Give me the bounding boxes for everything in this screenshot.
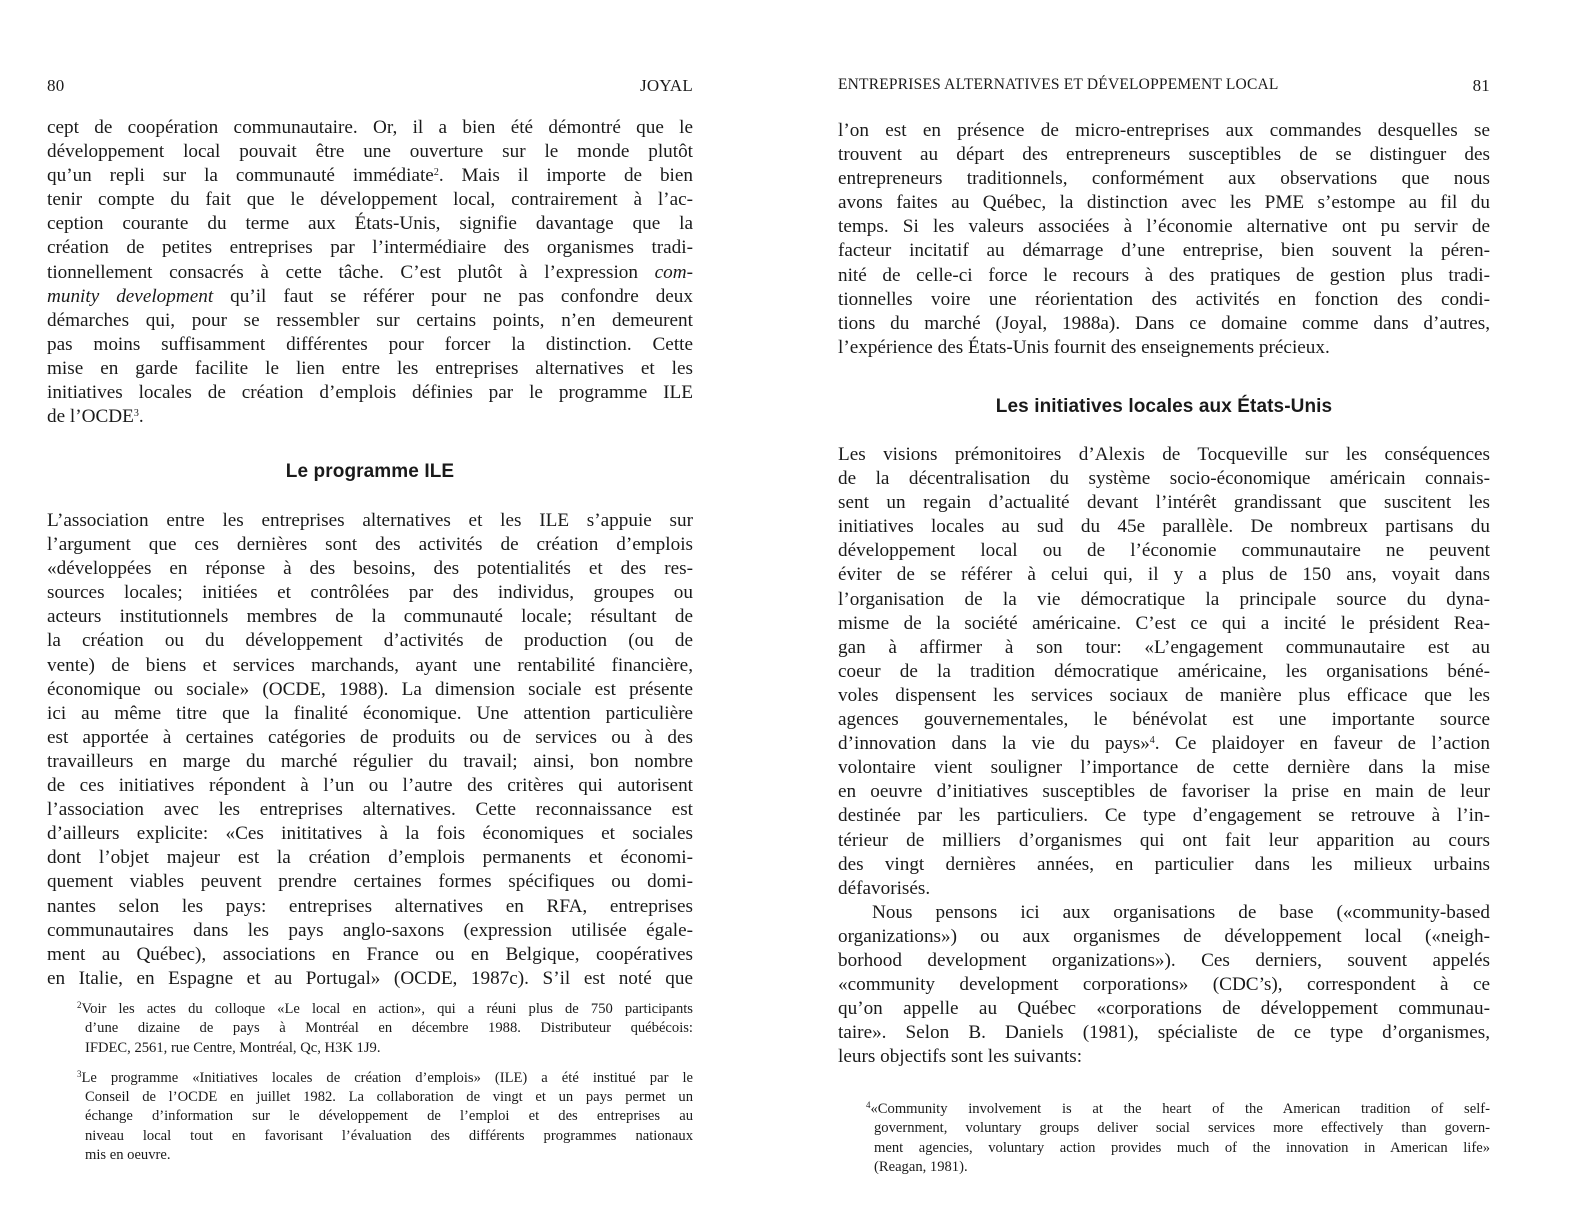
footnote-marker: 3: [77, 1068, 82, 1079]
text-line: l’association avec les entreprises alternatives. Cette reconnaissance est: [47, 799, 693, 821]
text-line: qu’un repli sur la communauté immédiate$^2$. Mais il importe de bien: [47, 165, 693, 187]
text-line: tionnelles voire une réorientation des activités en fonction des condi-: [838, 288, 1490, 310]
text-line: dont l’objet majeur est la création d’emplois permanents et économi-: [47, 847, 693, 869]
text-line: mise en garde facilite le lien entre les entreprises alternatives et les: [47, 357, 693, 379]
text-line: Nous pensons ici aux organisations de base («community-based: [872, 901, 1490, 923]
text-line: éviter de se référer à celui qui, il y a plus de 150 ans, voyait dans: [838, 564, 1490, 586]
text-line: développement local ou de l’économie communautaire ne peuvent: [838, 540, 1490, 562]
text-line: sources locales; initiées et contrôlées par des individus, groupes ou: [47, 582, 693, 604]
text-line: organizations») ou aux organismes de développement local («neigh-: [838, 925, 1490, 947]
text-line: coeur de la tradition démocratique américaine, les organisations béné-: [838, 660, 1490, 682]
text-line: nité de celle-ci force le recours à des pratiques de gestion plus tradi-: [838, 264, 1490, 286]
text-line: misme de la société américaine. C’est ce qui a incité le président Rea-: [838, 612, 1490, 634]
paragraph-tocqueville: [838, 443, 1490, 1069]
section-heading: Le programme ILE: [285, 461, 455, 482]
text-line: travailleurs en marge du marché régulier du travail; ainsi, bon nombre: [47, 750, 693, 772]
footnote-marker: 4: [866, 1100, 871, 1110]
text-line: L’association entre les entreprises alternatives et les ILE s’appuie sur: [47, 510, 693, 531]
text-line: communautaires dans les pays anglo-saxons (expression utilisée égale-: [47, 919, 693, 941]
text-line: voles dispensent les services sociaux de manière plus efficace que les: [838, 684, 1490, 706]
text-line: térieur de milliers d’organismes qui ont fait leur apparition au cours: [838, 829, 1490, 851]
section-heading: Les initiatives locales aux États-Unis: [995, 396, 1333, 417]
footnote-ref-4[interactable]: 4: [1149, 735, 1155, 747]
text-line: cept de coopération communautaire. Or, il a bien été démontré que le: [47, 117, 693, 138]
running-head-left: [47, 76, 693, 98]
text-line: facteur incitatif au démarrage d’une entreprise, bien souvent la péren-: [838, 240, 1490, 262]
text-line: avons faites au Québec, la distinction avec les PME s’estompe au fil du: [838, 192, 1490, 214]
text-line: ici au même titre que la finalité économique. Une attention particulière: [47, 702, 693, 724]
text-line: tions du marché (Joyal, 1988a). Dans ce domaine comme dans d’autres,: [838, 312, 1490, 334]
right-page: [838, 0, 1490, 1225]
text-line: ception courante du terme aux États-Unis, signifie davantage que la: [47, 213, 693, 235]
text-line: «community development corporations» (CDC’s), correspondent à ce: [838, 974, 1490, 996]
text-line: est apportée à certaines catégories de produits ou de services ou à des: [47, 726, 693, 748]
text-line: borhood development organizations»). Ces derniers, souvent appelés: [838, 949, 1490, 971]
running-title: JOYAL: [640, 76, 693, 95]
text-line: l’organisation de la vie démocratique la principale source du dyna-: [838, 588, 1490, 610]
text-line: gan à affirmer à son tour: «L’engagement communautaire est au: [838, 636, 1490, 658]
text-line: agences gouvernementales, le bénévolat est une importante source: [838, 709, 1490, 731]
text-line: des vingt dernières années, en particulier dans les milieux urbains: [838, 853, 1490, 875]
text-line: l’argument que ces dernières sont des activités de création d’emplois: [47, 534, 693, 556]
text-line: qu’on appelle au Québec «corporations de développement communau-: [838, 998, 1490, 1020]
running-head-right: [838, 76, 1490, 98]
text-line: initiatives locales au sud du 45e parallèle. De nombreux partisans du: [838, 516, 1490, 538]
text-line: munity development qu’il faut se référer pour ne pas confondre deux: [47, 285, 693, 307]
footnotes-left: [77, 1000, 693, 1176]
page-number: 80: [47, 76, 65, 95]
text-line: initiatives locales de création d’emplois définies par le programme ILE: [47, 382, 693, 404]
text-line: l’expérience des États-Unis fournit des enseignements précieux.: [838, 336, 1330, 358]
footnote-4: $^4$«Community involvement is at the heart of the American tradition of self- government, voluntary groups deliver social services more effectively than govern- ment agencies, voluntary action provides much of the innovation in American life» (Reagan, 1981).: [866, 1100, 1490, 1175]
paragraph-ile: [47, 509, 693, 991]
italic-term: munity development: [47, 285, 214, 307]
text-line: en oeuvre d’initiatives susceptibles de favoriser la prise en main de leur: [838, 781, 1490, 803]
footnotes-right: [866, 1100, 1490, 1188]
text-line: vente) de biens et services marchands, ayant une rentabilité financière,: [47, 654, 693, 676]
text-line: tionnellement consacrés à cette tâche. C’est plutôt à l’expression com-: [47, 261, 693, 283]
text-line: création de petites entreprises par l’intermédiaire des organismes tradi-: [47, 237, 693, 259]
text-line: de la décentralisation du système socio-économique américain connais-: [838, 468, 1490, 490]
footnote-2: $^2$Voir les actes du colloque «Le local en action», qui a réuni plus de 750 participants d’une dizaine de pays à Montréal en décembre 1988. Distributeur québécois: IFDEC, 2561, rue Centre, Montréal, Qc, H3K 1J9.: [77, 1000, 693, 1056]
text-line: volontaire vient souligner l’importance de cette dernière dans la mise: [838, 757, 1490, 779]
text-line: sent un regain d’actualité devant l’intérêt grandissant que suscitent les: [838, 492, 1490, 514]
text-line: pas moins suffisamment différentes pour forcer la distinction. Cette: [47, 333, 693, 355]
text-line: d’ailleurs explicite: «Ces inititatives à la fois économiques et sociales: [47, 823, 693, 845]
text-line: de ces initiatives répondent à l’un ou l’autre des critères qui autorisent: [47, 775, 693, 797]
text-line: développement local pouvait être une ouverture sur le monde plutôt: [47, 141, 693, 163]
text-line: trouvent au départ des entrepreneurs susceptibles de se distinguer des: [838, 144, 1490, 166]
text-line: l’on est en présence de micro-entreprises aux commandes desquelles se: [838, 120, 1490, 141]
text-line: quement viables peuvent prendre certaines formes spécifiques ou domi-: [47, 871, 693, 893]
text-line: tenir compte du fait que le développement local, contrairement à l’ac-: [47, 189, 693, 211]
text-line: temps. Si les valeurs associées à l’économie alternative ont pu servir de: [838, 216, 1490, 238]
text-line: démarches qui, pour se ressembler sur certains points, n’en demeurent: [47, 309, 693, 331]
paragraph-intro: [47, 116, 693, 429]
text-line: la création ou du développement d’activités de production (ou de: [47, 630, 693, 652]
text-line: en Italie, en Espagne et au Portugal» (OCDE, 1987c). S’il est noté que: [47, 967, 693, 989]
text-line: nantes selon les pays: entreprises alternatives en RFA, entreprises: [47, 895, 693, 917]
footnote-ref-2[interactable]: 2: [433, 167, 439, 179]
text-line: défavorisés.: [838, 877, 931, 899]
page-number: 81: [1472, 76, 1490, 95]
text-line: «développées en réponse à des besoins, des potentialités et des res-: [47, 558, 693, 580]
paragraph-continuation: [838, 119, 1490, 360]
running-title: ENTREPRISES ALTERNATIVES ET DÉVELOPPEMENT LOCAL: [838, 76, 1279, 93]
italic-term: com-: [654, 261, 693, 283]
text-line: d’innovation dans la vie du pays»$^4$. Ce plaidoyer en faveur de l’action: [838, 733, 1490, 755]
text-line: acteurs institutionnels membres de la communauté locale; résultant de: [47, 606, 693, 628]
text-line: entrepreneurs traditionnels, conformément aux observations que nous: [838, 168, 1490, 190]
footnote-3: $^3$Le programme «Initiatives locales de création d’emplois» (ILE) a été institué par le Conseil de l’OCDE en juillet 1982. La collaboration de vingt et un pays permet un échange d’information sur le développement de l’emploi et des entreprises au niveau local tout en favorisant l’évaluation des différents programmes nationaux mis en oeuvre.: [77, 1068, 693, 1164]
left-page: [47, 0, 693, 1225]
text-line: économique ou sociale» (OCDE, 1988). La dimension sociale est présente: [47, 678, 693, 700]
text-line: leurs objectifs sont les suivants:: [838, 1046, 1083, 1068]
text-line: Les visions prémonitoires d’Alexis de Tocqueville sur les conséquences: [838, 444, 1490, 465]
text-line: destinée par les particuliers. Ce type d’engagement se retrouve à l’in-: [838, 805, 1490, 827]
text-line: de l’OCDE$^3$.: [47, 406, 144, 428]
text-line: ment au Québec), associations en France ou en Belgique, coopératives: [47, 943, 693, 965]
footnote-marker: 2: [77, 1000, 82, 1010]
footnote-ref-3[interactable]: 3: [133, 408, 139, 420]
text-line: taire». Selon B. Daniels (1981), spécialiste de ce type d’organismes,: [838, 1022, 1490, 1044]
